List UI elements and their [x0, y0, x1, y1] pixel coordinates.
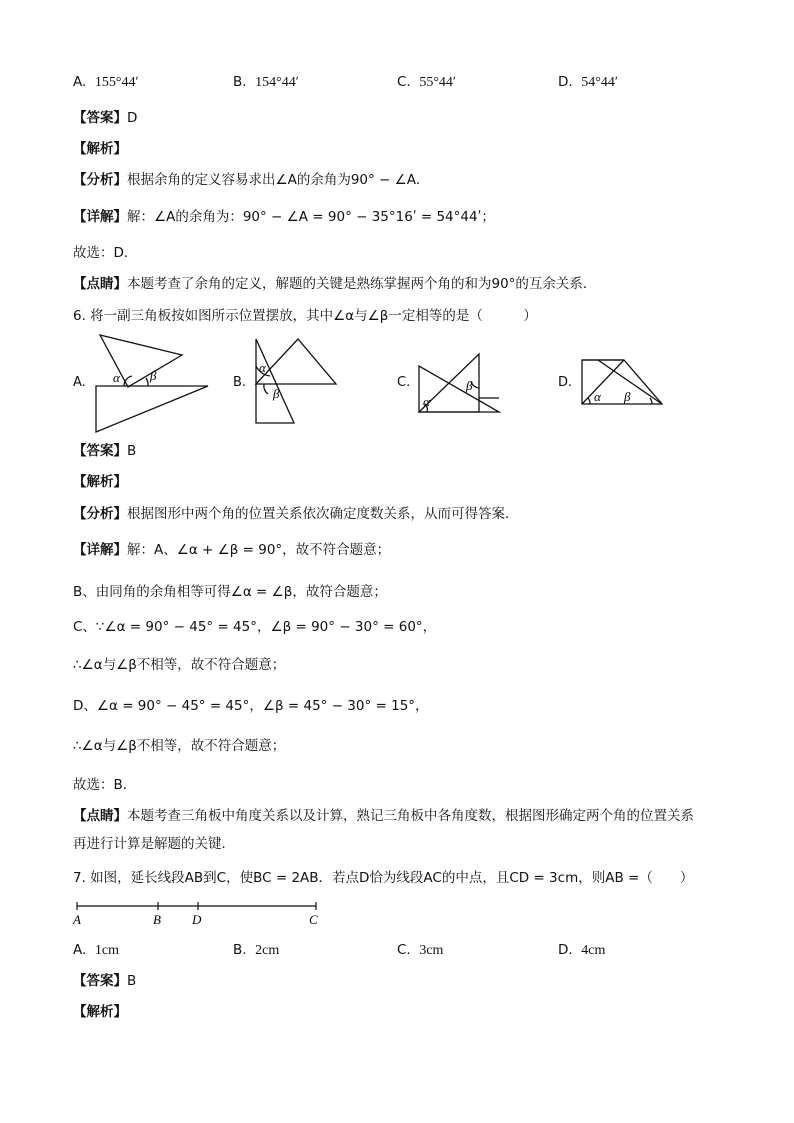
- q6-dianjing-tag: 【点睛】: [73, 808, 127, 824]
- q5-fenxi-text: 根据余角的定义容易求出∠A的余角为90° − ∠A．: [127, 172, 430, 188]
- q5-option-b-label: B.: [233, 74, 247, 90]
- q7-option-b: [233, 940, 279, 961]
- q5-answer: D: [127, 110, 138, 126]
- q5-option-a-label: A.: [73, 74, 87, 90]
- q5-option-c-value: 55°44ʹ: [419, 75, 456, 90]
- fig-d-diag-left: [582, 360, 624, 404]
- q6-analysis-tag: 【解析】: [73, 474, 127, 490]
- q5-answer-tag: 【答案】: [73, 110, 127, 126]
- q5-option-d-label: D.: [558, 74, 573, 90]
- fig-b-vertical-triangle: [256, 339, 294, 423]
- q6-fig-a-label: A.: [73, 375, 86, 390]
- q7-option-d: [558, 940, 605, 961]
- q7-option-c-value: 3cm: [419, 943, 444, 958]
- q6-choose: 故选：B．: [73, 777, 137, 793]
- q5-option-a-value: 155°44ʹ: [94, 75, 139, 90]
- q7-option-b-value: 2cm: [255, 943, 280, 958]
- q6-fenxi-line: [73, 504, 519, 524]
- q7-option-c-label: C.: [397, 942, 411, 958]
- fig-d-beta-label: β: [624, 389, 631, 404]
- q5-option-c-label: C.: [397, 74, 411, 90]
- fig-c-alpha-label: α: [423, 394, 430, 409]
- q7-segment-figure: [73, 900, 323, 926]
- q7-analysis-line: [73, 1002, 127, 1022]
- q6-dianjing-text1: 本题考查三角板中角度关系以及计算，熟记三角板中各角度数，根据图形确定两个角的位置关系: [127, 808, 694, 824]
- q7-answer-tag: 【答案】: [73, 973, 127, 989]
- q5-dianjing-text: 本题考查了余角的定义，解题的关键是熟练掌握两个角的和为90°的互余关系．: [127, 276, 597, 292]
- q5-answer-line: [73, 108, 137, 128]
- q6-line-c1: C、∵∠α = 90° − 45° = 45°，∠β = 90° − 30° = 60°，: [73, 619, 437, 635]
- point-a-label: A: [73, 912, 81, 927]
- fig-b-beta-label: β: [273, 386, 280, 401]
- q5-xiangjie-tag: 【详解】: [73, 209, 127, 225]
- q5-dianjing-tag: 【点睛】: [73, 276, 127, 292]
- q7-answer-line: [73, 971, 136, 991]
- q6-fenxi-tag: 【分析】: [73, 506, 127, 522]
- fig-d-alpha-label: α: [594, 389, 601, 404]
- q7-stem: [73, 868, 693, 888]
- q6-fig-d-label: D.: [558, 375, 573, 390]
- q6-fig-c-label: C.: [397, 375, 411, 390]
- q5-dianjing-line: [73, 274, 596, 294]
- fig-a-alpha-label: α: [113, 370, 120, 385]
- q6-stem: [73, 306, 537, 326]
- q7-option-c: [397, 940, 443, 961]
- q7-option-b-label: B.: [233, 942, 247, 958]
- fig-b-horizontal-triangle: [256, 339, 336, 384]
- q7-analysis-tag: 【解析】: [73, 1004, 127, 1020]
- q5-analysis-tag: 【解析】: [73, 141, 127, 157]
- q6-xiangjie-tag: 【详解】: [73, 542, 127, 558]
- q6-line-d2: ∴∠α与∠β不相等，故不符合题意；: [73, 738, 286, 754]
- fig-d-arc-beta: [650, 398, 652, 404]
- fig-b-arc-beta: [264, 384, 268, 394]
- q5-fenxi-line: [73, 170, 430, 190]
- q6-fenxi-text: 根据图形中两个角的位置关系依次确定度数关系，从而可得答案．: [127, 506, 519, 522]
- q5-fenxi-tag: 【分析】: [73, 172, 127, 188]
- q6-answer-tag: 【答案】: [73, 443, 127, 459]
- q5-option-c: [397, 72, 456, 93]
- fig-b-alpha-label: α: [259, 360, 266, 375]
- q5-option-d: [558, 72, 618, 93]
- q6-dianjing-text2: 再进行计算是解题的关键．: [73, 836, 235, 852]
- q6-figure-d: [578, 356, 668, 408]
- q5-xiangjie-line: [73, 207, 495, 227]
- q7-option-a-label: A.: [73, 942, 87, 958]
- q7-option-a-value: 1cm: [94, 943, 119, 958]
- fig-a-bottom-triangle: [96, 386, 208, 432]
- fig-a-arc-beta: [146, 378, 148, 386]
- point-c-label: C: [309, 912, 318, 927]
- q5-analysis-line: [73, 139, 127, 159]
- q6-line-d1: D、∠α = 90° − 45° = 45°，∠β = 45° − 30° = 15°，: [73, 698, 429, 714]
- q5-xiangjie-text: 解：∠A的余角为：90° − ∠A = 90° − 35°16ʹ = 54°44ʹ；: [127, 209, 495, 225]
- point-d-label: D: [192, 912, 202, 927]
- fig-a-beta-label: β: [150, 368, 157, 383]
- q6-answer-line: [73, 441, 136, 461]
- q6-analysis-line: [73, 472, 127, 492]
- q6-dianjing-line: [73, 806, 694, 826]
- q7-answer: B: [127, 973, 137, 989]
- q6-xiangjie-line: [73, 540, 390, 560]
- q6-stem-text: 6. 将一副三角板按如图所示位置摆放，其中∠α与∠β一定相等的是（ ）: [73, 308, 537, 324]
- q6-line-c2: ∴∠α与∠β不相等，故不符合题意；: [73, 657, 286, 673]
- q5-option-d-value: 54°44ʹ: [581, 75, 618, 90]
- q7-option-d-value: 4cm: [581, 943, 606, 958]
- q6-fig-b-label: B.: [233, 375, 247, 390]
- q6-figure-c: [415, 350, 505, 416]
- fig-d-arc-alpha: [588, 398, 590, 404]
- q7-option-a: [73, 940, 119, 961]
- q6-xiangjie-text: 解：A、∠α + ∠β = 90°，故不符合题意；: [127, 542, 391, 558]
- q6-figure-a: [88, 332, 198, 432]
- q6-figure-b: [248, 336, 343, 428]
- q5-choose: 故选：D．: [73, 245, 138, 261]
- point-b-label: B: [153, 912, 161, 927]
- q6-line-b: B、由同角的余角相等可得∠α = ∠β，故符合题意；: [73, 584, 387, 600]
- fig-c-beta-label: β: [466, 378, 473, 393]
- q5-option-b: [233, 72, 299, 93]
- q7-stem-text: 7. 如图，延长线段AB到C，使BC = 2AB．若点D恰为线段AC的中点，且CD = 3cm，则AB =（ ）: [73, 870, 694, 886]
- q5-choose-line: [73, 243, 137, 263]
- fig-a-arc-alpha: [124, 376, 132, 386]
- q7-option-d-label: D.: [558, 942, 573, 958]
- q5-option-b-value: 154°44ʹ: [255, 75, 299, 90]
- q6-answer: B: [127, 443, 137, 459]
- q5-option-a: [73, 72, 139, 93]
